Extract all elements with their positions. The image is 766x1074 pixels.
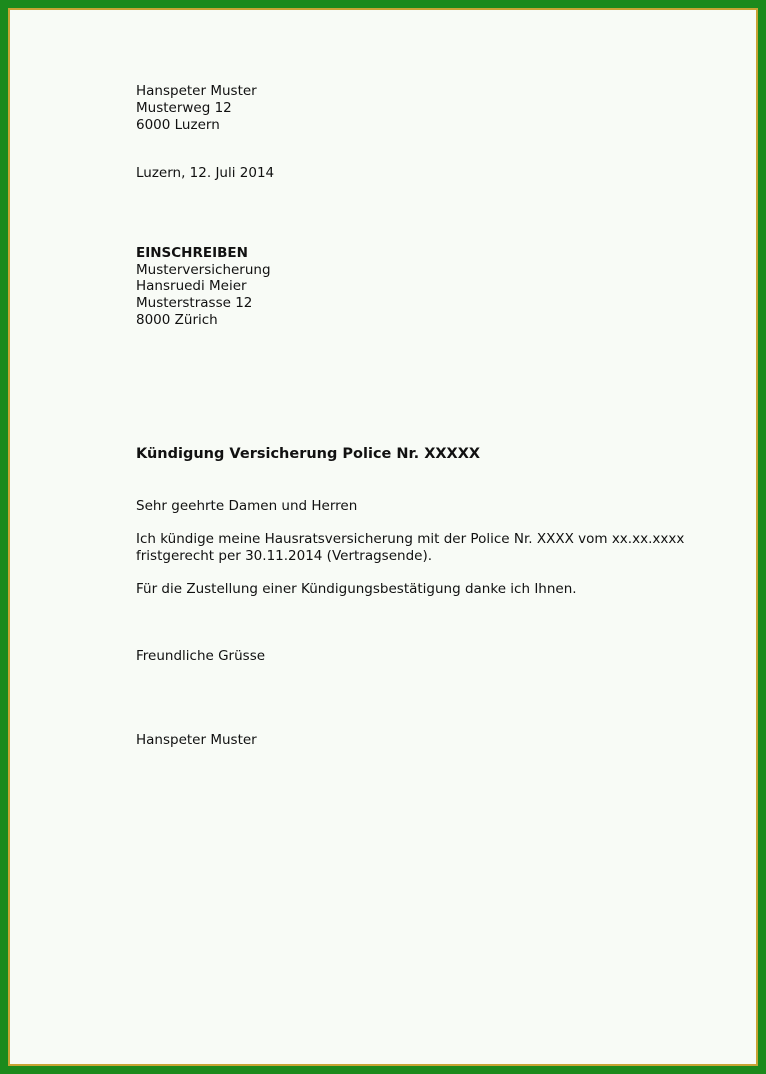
closing: Freundliche Grüsse [136,648,266,664]
sender-city: 6000 Luzern [136,117,220,133]
document-page [8,8,758,1066]
body-paragraph-1-line-2: fristgerecht per 30.11.2014 (Vertragsende). [136,548,433,564]
signature-name: Hanspeter Muster [136,732,257,748]
sender-street: Musterweg 12 [136,100,232,116]
letter [10,10,756,1064]
subject-line: Kündigung Versicherung Police Nr. XXXXX [136,446,481,462]
recipient-city: 8000 Zürich [136,312,218,328]
recipient-company: Musterversicherung [136,262,271,278]
salutation: Sehr geehrte Damen und Herren [136,498,358,514]
delivery-type: EINSCHREIBEN [136,245,248,261]
sender-name: Hanspeter Muster [136,83,257,99]
recipient-contact: Hansruedi Meier [136,278,247,294]
date-line: Luzern, 12. Juli 2014 [136,165,275,181]
recipient-street: Musterstrasse 12 [136,295,253,311]
body-paragraph-1-line-1: Ich kündige meine Hausratsversicherung mit der Police Nr. XXXX vom xx.xx.xxxx [136,531,685,547]
body-paragraph-2: Für die Zustellung einer Kündigungsbestätigung danke ich Ihnen. [136,581,577,597]
